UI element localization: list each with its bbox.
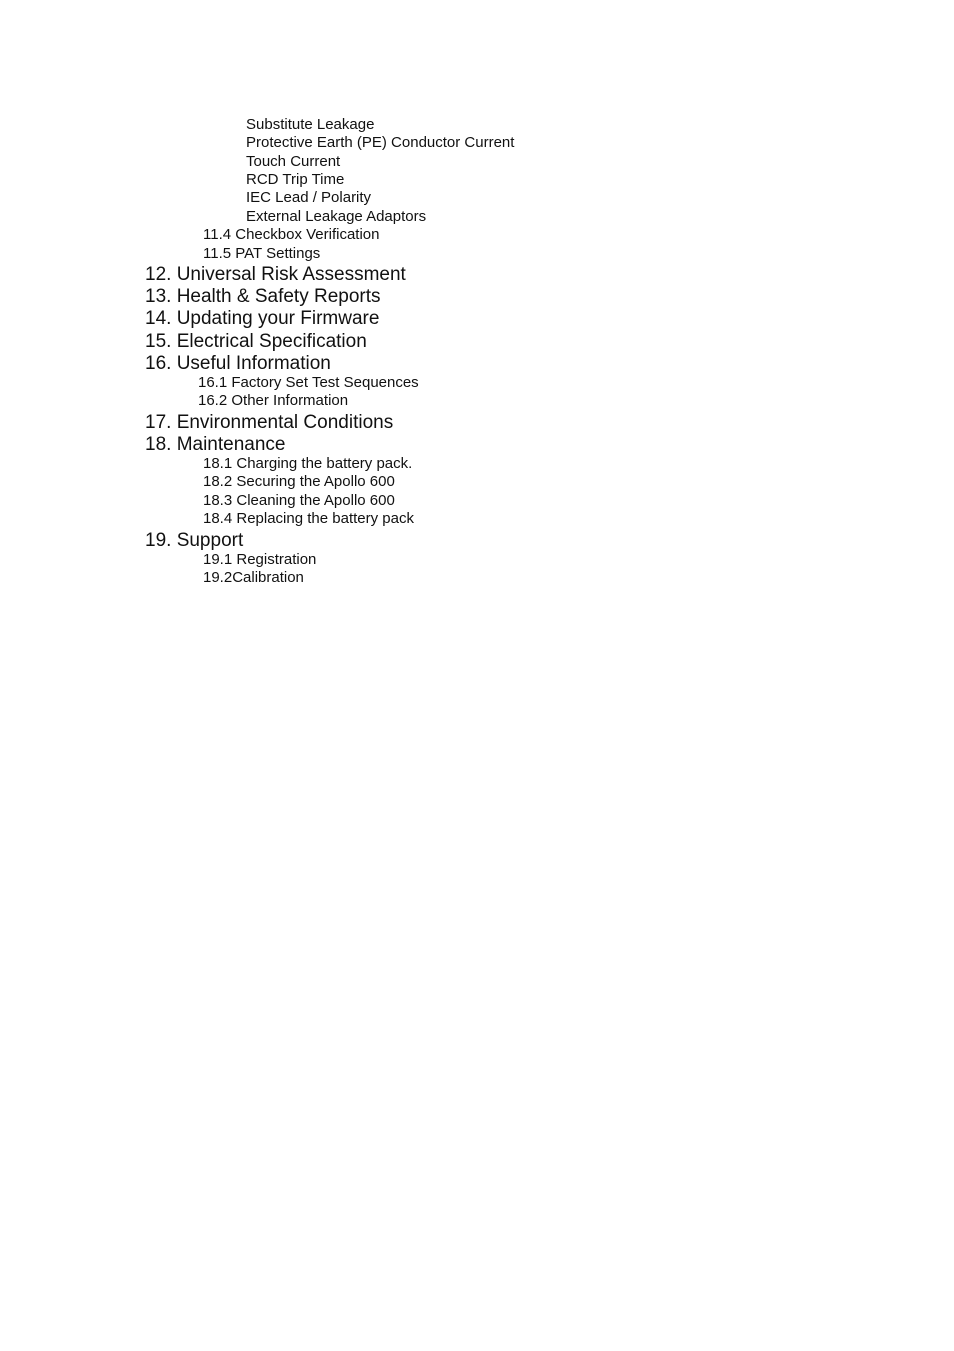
toc-entry-12[interactable]: 12. Universal Risk Assessment	[145, 264, 406, 285]
toc-entry-11-5[interactable]: 11.5 PAT Settings	[203, 245, 321, 262]
toc-entry-18-4[interactable]: 18.4 Replacing the battery pack	[203, 510, 414, 527]
toc-entry-19-2[interactable]: 19.2Calibration	[203, 569, 304, 586]
toc-entry-16[interactable]: 16. Useful Information	[145, 353, 331, 374]
toc-entry-18-2[interactable]: 18.2 Securing the Apollo 600	[203, 473, 395, 490]
toc-entry-touch-current[interactable]: Touch Current	[246, 153, 341, 170]
toc-entry-rcd-trip-time[interactable]: RCD Trip Time	[246, 171, 345, 188]
toc-entry-14[interactable]: 14. Updating your Firmware	[145, 308, 380, 329]
toc-entry-19-1[interactable]: 19.1 Registration	[203, 551, 317, 568]
toc-entry-13[interactable]: 13. Health & Safety Reports	[145, 286, 381, 307]
toc-entry-18-1[interactable]: 18.1 Charging the battery pack.	[203, 455, 413, 472]
toc-entry-18[interactable]: 18. Maintenance	[145, 434, 286, 455]
toc-entry-external-leakage-adaptors[interactable]: External Leakage Adaptors	[246, 208, 427, 225]
toc-entry-18-3[interactable]: 18.3 Cleaning the Apollo 600	[203, 492, 395, 509]
toc-entry-pe-conductor-current[interactable]: Protective Earth (PE) Conductor Current	[246, 134, 515, 151]
toc-entry-substitute-leakage[interactable]: Substitute Leakage	[246, 116, 375, 133]
toc-entry-11-4[interactable]: 11.4 Checkbox Verification	[203, 226, 380, 243]
toc-entry-iec-lead-polarity[interactable]: IEC Lead / Polarity	[246, 189, 372, 206]
toc-entry-16-2[interactable]: 16.2 Other Information	[198, 392, 349, 409]
toc-entry-15[interactable]: 15. Electrical Specification	[145, 331, 367, 352]
toc-entry-16-1[interactable]: 16.1 Factory Set Test Sequences	[198, 374, 419, 391]
toc-entry-19[interactable]: 19. Support	[145, 530, 244, 551]
toc-entry-17[interactable]: 17. Environmental Conditions	[145, 412, 394, 433]
